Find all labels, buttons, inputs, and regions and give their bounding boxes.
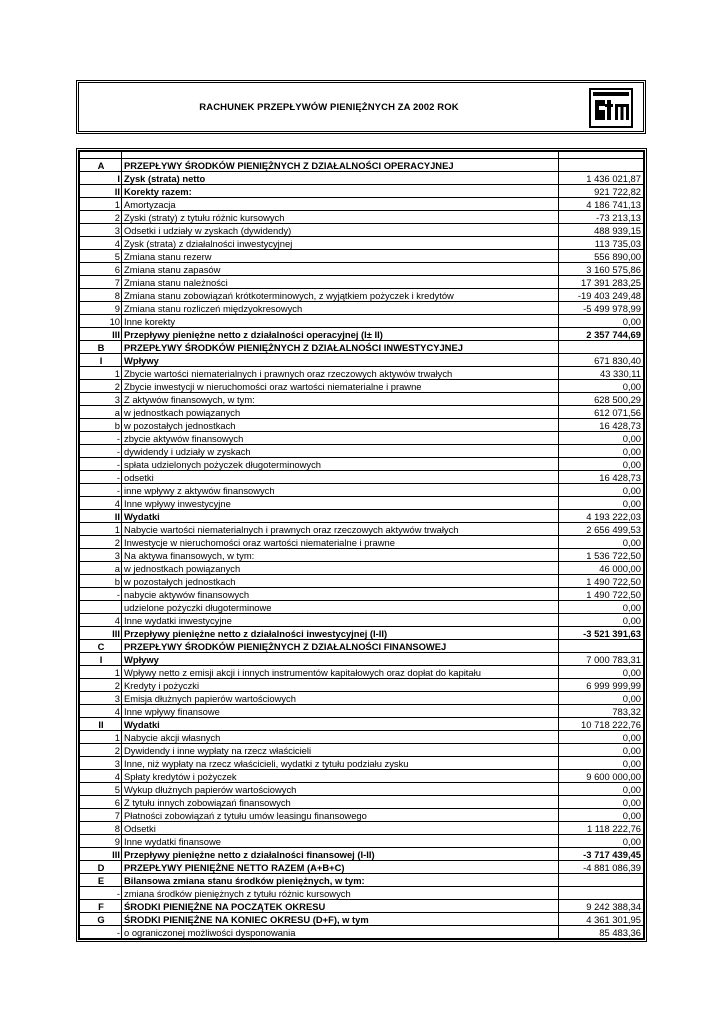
cash-flow-table — [76, 148, 647, 942]
table-row — [80, 666, 644, 679]
row-value: 0,00 — [559, 445, 644, 458]
row-description: Kredyty i pożyczki — [122, 679, 559, 692]
report-title: RACHUNEK PRZEPŁYWÓW PIENIĘŻNYCH ZA 2002 ROK — [199, 102, 459, 113]
table-row — [80, 757, 644, 770]
row-value: 0,00 — [559, 432, 644, 445]
row-code: 4 — [80, 770, 122, 783]
row-code: I — [80, 354, 122, 367]
row-code: 2 — [80, 744, 122, 757]
row-description: Zmiana stanu rezerw — [122, 250, 559, 263]
row-description: ŚRODKI PIENIĘŻNE NA POCZĄTEK OKRESU — [122, 900, 559, 913]
table-row — [80, 640, 644, 653]
row-value: 921 722,82 — [559, 185, 644, 198]
row-value: 16 428,73 — [559, 471, 644, 484]
row-value — [559, 159, 644, 172]
row-value: -3 521 391,63 — [559, 627, 644, 640]
row-code: 2 — [80, 536, 122, 549]
table-row — [80, 536, 644, 549]
row-code: - — [80, 926, 122, 939]
row-value: 671 830,40 — [559, 354, 644, 367]
row-code: 6 — [80, 796, 122, 809]
row-value: 488 939,15 — [559, 224, 644, 237]
row-value: 0,00 — [559, 809, 644, 822]
row-value: 3 160 575,86 — [559, 263, 644, 276]
row-description: udzielone pożyczki długoterminowe — [122, 601, 559, 614]
row-description: Wpływy netto z emisji akcji i innych instrumentów kapitałowych oraz dopłat do kapitału — [122, 666, 559, 679]
table-row — [80, 276, 644, 289]
table-row — [80, 770, 644, 783]
table-row — [80, 679, 644, 692]
row-description: Zysk (strata) z działalności inwestycyjnej — [122, 237, 559, 250]
table-row — [80, 250, 644, 263]
row-description: o ograniczonej możliwości dysponowania — [122, 926, 559, 939]
table-row — [80, 224, 644, 237]
row-description: Emisja dłużnych papierów wartościowych — [122, 692, 559, 705]
row-description: Inwestycje w nieruchomości oraz wartości niematerialne i prawne — [122, 536, 559, 549]
company-logo — [589, 88, 633, 128]
row-description: Spłaty kredytów i pożyczek — [122, 770, 559, 783]
table-row — [80, 822, 644, 835]
table-row — [80, 341, 644, 354]
row-code: a — [80, 406, 122, 419]
row-code: I — [80, 653, 122, 666]
table-top-spacer — [80, 152, 644, 159]
row-description: odsetki — [122, 471, 559, 484]
table-row — [80, 861, 644, 874]
row-code: - — [80, 471, 122, 484]
row-code: - — [80, 458, 122, 471]
table-row — [80, 458, 644, 471]
row-value: 0,00 — [559, 835, 644, 848]
row-code: C — [80, 640, 122, 653]
report-header — [76, 80, 646, 134]
row-description: Nabycie akcji własnych — [122, 731, 559, 744]
table-row — [80, 835, 644, 848]
row-value: 0,00 — [559, 744, 644, 757]
row-description: Wykup dłużnych papierów wartościowych — [122, 783, 559, 796]
row-code: 1 — [80, 198, 122, 211]
row-code: 2 — [80, 679, 122, 692]
table-row — [80, 809, 644, 822]
row-description: Na aktywa finansowych, w tym: — [122, 549, 559, 562]
row-value: 7 000 783,31 — [559, 653, 644, 666]
row-code: 1 — [80, 523, 122, 536]
row-code: 7 — [80, 276, 122, 289]
row-code: 2 — [80, 380, 122, 393]
row-code: - — [80, 887, 122, 900]
row-value: 113 735,03 — [559, 237, 644, 250]
table-row — [80, 900, 644, 913]
table-row — [80, 185, 644, 198]
row-value: 4 186 741,13 — [559, 198, 644, 211]
row-code: I — [80, 172, 122, 185]
row-code: F — [80, 900, 122, 913]
row-value: 6 999 999,99 — [559, 679, 644, 692]
row-code: 4 — [80, 237, 122, 250]
row-description: spłata udzielonych pożyczek długoterminowych — [122, 458, 559, 471]
row-value: 16 428,73 — [559, 419, 644, 432]
row-value: 1 490 722,50 — [559, 588, 644, 601]
row-value — [559, 341, 644, 354]
row-description: Wydatki — [122, 718, 559, 731]
row-code: 3 — [80, 692, 122, 705]
row-value: 0,00 — [559, 601, 644, 614]
table-row — [80, 497, 644, 510]
row-value: 0,00 — [559, 484, 644, 497]
row-description: Zysk (strata) netto — [122, 172, 559, 185]
row-value: 1 536 722,50 — [559, 549, 644, 562]
row-value: 0,00 — [559, 692, 644, 705]
row-description: Zmiana stanu rozliczeń międzyokresowych — [122, 302, 559, 315]
row-description: w pozostałych jednostkach — [122, 575, 559, 588]
row-value: 0,00 — [559, 783, 644, 796]
row-description: w pozostałych jednostkach — [122, 419, 559, 432]
row-description: Inne wpływy inwestycyjne — [122, 497, 559, 510]
row-code: 9 — [80, 302, 122, 315]
row-code: 8 — [80, 822, 122, 835]
row-description: Korekty razem: — [122, 185, 559, 198]
row-description: Z tytułu innych zobowiązań finansowych — [122, 796, 559, 809]
row-description: Zmiana stanu zapasów — [122, 263, 559, 276]
row-description: Wpływy — [122, 653, 559, 666]
table-row — [80, 523, 644, 536]
table-row — [80, 614, 644, 627]
row-description: Bilansowa zmiana stanu środków pieniężnych, w tym: — [122, 874, 559, 887]
row-description: Przepływy pieniężne netto z działalności finansowej (I-II) — [122, 848, 559, 861]
table-row — [80, 718, 644, 731]
row-description: Wydatki — [122, 510, 559, 523]
row-code: 6 — [80, 263, 122, 276]
row-description: Wpływy — [122, 354, 559, 367]
row-description: Zbycie inwestycji w nieruchomości oraz wartości niematerialne i prawne — [122, 380, 559, 393]
row-description: Przepływy pieniężne netto z działalności operacyjnej (I± II) — [122, 328, 559, 341]
row-value: 1 118 222,76 — [559, 822, 644, 835]
table-row — [80, 419, 644, 432]
row-description: Odsetki i udziały w zyskach (dywidendy) — [122, 224, 559, 237]
row-value: 0,00 — [559, 315, 644, 328]
row-description: Inne wydatki finansowe — [122, 835, 559, 848]
row-value: 10 718 222,76 — [559, 718, 644, 731]
row-value: 0,00 — [559, 458, 644, 471]
row-value: 783,32 — [559, 705, 644, 718]
row-code: E — [80, 874, 122, 887]
row-value: 556 890,00 — [559, 250, 644, 263]
table-row — [80, 172, 644, 185]
row-description: ŚRODKI PIENIĘŻNE NA KONIEC OKRESU (D+F), w tym — [122, 913, 559, 926]
row-value: 0,00 — [559, 380, 644, 393]
row-value: -3 717 439,45 — [559, 848, 644, 861]
row-code — [80, 601, 122, 614]
table-row — [80, 484, 644, 497]
row-value: 2 357 744,69 — [559, 328, 644, 341]
row-description: inne wpływy z aktywów finansowych — [122, 484, 559, 497]
row-code: A — [80, 159, 122, 172]
table-row — [80, 159, 644, 172]
row-code: - — [80, 432, 122, 445]
row-description: Zyski (straty) z tytułu różnic kursowych — [122, 211, 559, 224]
table-row — [80, 627, 644, 640]
row-value: 0,00 — [559, 614, 644, 627]
table-row — [80, 328, 644, 341]
table-row — [80, 887, 644, 900]
row-description: Inne wpływy finansowe — [122, 705, 559, 718]
row-value: 0,00 — [559, 757, 644, 770]
table-row — [80, 211, 644, 224]
table-row — [80, 575, 644, 588]
row-value: -73 213,13 — [559, 211, 644, 224]
row-code: 2 — [80, 211, 122, 224]
row-description: w jednostkach powiązanych — [122, 562, 559, 575]
row-value: 46 000,00 — [559, 562, 644, 575]
table-row — [80, 848, 644, 861]
row-code: II — [80, 718, 122, 731]
row-description: Zmiana stanu zobowiązań krótkoterminowych, z wyjątkiem pożyczek i kredytów — [122, 289, 559, 302]
row-value: 0,00 — [559, 497, 644, 510]
row-value: 2 656 499,53 — [559, 523, 644, 536]
row-value: 4 361 301,95 — [559, 913, 644, 926]
row-description: w jednostkach powiązanych — [122, 406, 559, 419]
row-description: Inne korekty — [122, 315, 559, 328]
row-description: PRZEPŁYWY ŚRODKÓW PIENIĘŻNYCH Z DZIAŁALNOŚCI OPERACYJNEJ — [122, 159, 559, 172]
row-code: 1 — [80, 666, 122, 679]
row-description: nabycie aktywów finansowych — [122, 588, 559, 601]
table-row — [80, 198, 644, 211]
row-value — [559, 887, 644, 900]
row-code: 5 — [80, 250, 122, 263]
row-code: - — [80, 484, 122, 497]
table-row — [80, 562, 644, 575]
row-description: Płatności zobowiązań z tytułu umów leasingu finansowego — [122, 809, 559, 822]
table-row — [80, 237, 644, 250]
row-code: 1 — [80, 367, 122, 380]
row-code: 10 — [80, 315, 122, 328]
row-description: PRZEPŁYWY ŚRODKÓW PIENIĘŻNYCH Z DZIAŁALNOŚCI INWESTYCYJNEJ — [122, 341, 559, 354]
row-code: b — [80, 419, 122, 432]
row-description: dywidendy i udziały w zyskach — [122, 445, 559, 458]
row-description: Amortyzacja — [122, 198, 559, 211]
row-value: 1 490 722,50 — [559, 575, 644, 588]
row-value: -5 499 978,99 — [559, 302, 644, 315]
row-code: - — [80, 445, 122, 458]
row-code: 5 — [80, 783, 122, 796]
row-code: 3 — [80, 757, 122, 770]
row-code: D — [80, 861, 122, 874]
row-value: 0,00 — [559, 731, 644, 744]
row-value: 85 483,36 — [559, 926, 644, 939]
table-row — [80, 705, 644, 718]
row-code: II — [80, 185, 122, 198]
row-code: 4 — [80, 614, 122, 627]
row-value: 4 193 222,03 — [559, 510, 644, 523]
row-value: 0,00 — [559, 666, 644, 679]
row-value: -19 403 249,48 — [559, 289, 644, 302]
table-row — [80, 926, 644, 939]
table-row — [80, 432, 644, 445]
row-code: 9 — [80, 835, 122, 848]
row-value: 0,00 — [559, 796, 644, 809]
table-row — [80, 393, 644, 406]
table-row — [80, 796, 644, 809]
row-description: Nabycie wartości niematerialnych i prawnych oraz rzeczowych aktywów trwałych — [122, 523, 559, 536]
row-code: 4 — [80, 497, 122, 510]
row-value — [559, 640, 644, 653]
row-code: 4 — [80, 705, 122, 718]
table-row — [80, 302, 644, 315]
table-row — [80, 744, 644, 757]
row-description: PRZEPŁYWY ŚRODKÓW PIENIĘŻNYCH Z DZIAŁALNOŚCI FINANSOWEJ — [122, 640, 559, 653]
table-row — [80, 783, 644, 796]
table-row — [80, 263, 644, 276]
row-code: - — [80, 588, 122, 601]
row-value: 628 500,29 — [559, 393, 644, 406]
row-code: 1 — [80, 731, 122, 744]
row-value: 9 242 388,34 — [559, 900, 644, 913]
row-description: PRZEPŁYWY PIENIĘŻNE NETTO RAZEM (A+B+C) — [122, 861, 559, 874]
row-description: Z aktywów finansowych, w tym: — [122, 393, 559, 406]
table-row — [80, 315, 644, 328]
table-row — [80, 406, 644, 419]
row-value — [559, 874, 644, 887]
row-code: 3 — [80, 224, 122, 237]
row-code: 7 — [80, 809, 122, 822]
row-description: Zbycie wartości niematerialnych i prawnych oraz rzeczowych aktywów trwałych — [122, 367, 559, 380]
row-code: III — [80, 627, 122, 640]
row-description: Odsetki — [122, 822, 559, 835]
table-row — [80, 731, 644, 744]
row-code: 8 — [80, 289, 122, 302]
table-row — [80, 289, 644, 302]
row-value: 1 436 021,87 — [559, 172, 644, 185]
table-row — [80, 874, 644, 887]
row-description: zbycie aktywów finansowych — [122, 432, 559, 445]
row-description: Zmiana stanu należności — [122, 276, 559, 289]
row-code: 3 — [80, 393, 122, 406]
row-description: zmiana środków pieniężnych z tytułu różnic kursowych — [122, 887, 559, 900]
row-code: B — [80, 341, 122, 354]
table-row — [80, 692, 644, 705]
table-row — [80, 549, 644, 562]
row-value: 43 330,11 — [559, 367, 644, 380]
row-description: Dywidendy i inne wypłaty na rzecz właścicieli — [122, 744, 559, 757]
row-code: G — [80, 913, 122, 926]
row-code: III — [80, 328, 122, 341]
table-row — [80, 588, 644, 601]
row-description: Inne, niż wypłaty na rzecz właścicieli, wydatki z tytułu podziału zysku — [122, 757, 559, 770]
row-code: 3 — [80, 549, 122, 562]
table-row — [80, 367, 644, 380]
row-code: b — [80, 575, 122, 588]
table-row — [80, 510, 644, 523]
row-code: II — [80, 510, 122, 523]
table-row — [80, 601, 644, 614]
row-value: 0,00 — [559, 536, 644, 549]
row-code: III — [80, 848, 122, 861]
table-row — [80, 445, 644, 458]
row-description: Inne wydatki inwestycyjne — [122, 614, 559, 627]
row-value: 17 391 283,25 — [559, 276, 644, 289]
table-row — [80, 471, 644, 484]
row-value: -4 881 086,39 — [559, 861, 644, 874]
row-value: 612 071,56 — [559, 406, 644, 419]
table-row — [80, 354, 644, 367]
row-description: Przepływy pieniężne netto z działalności inwestycyjnej (I-II) — [122, 627, 559, 640]
row-code: a — [80, 562, 122, 575]
table-row — [80, 653, 644, 666]
table-row — [80, 913, 644, 926]
row-value: 9 600 000,00 — [559, 770, 644, 783]
table-row — [80, 380, 644, 393]
